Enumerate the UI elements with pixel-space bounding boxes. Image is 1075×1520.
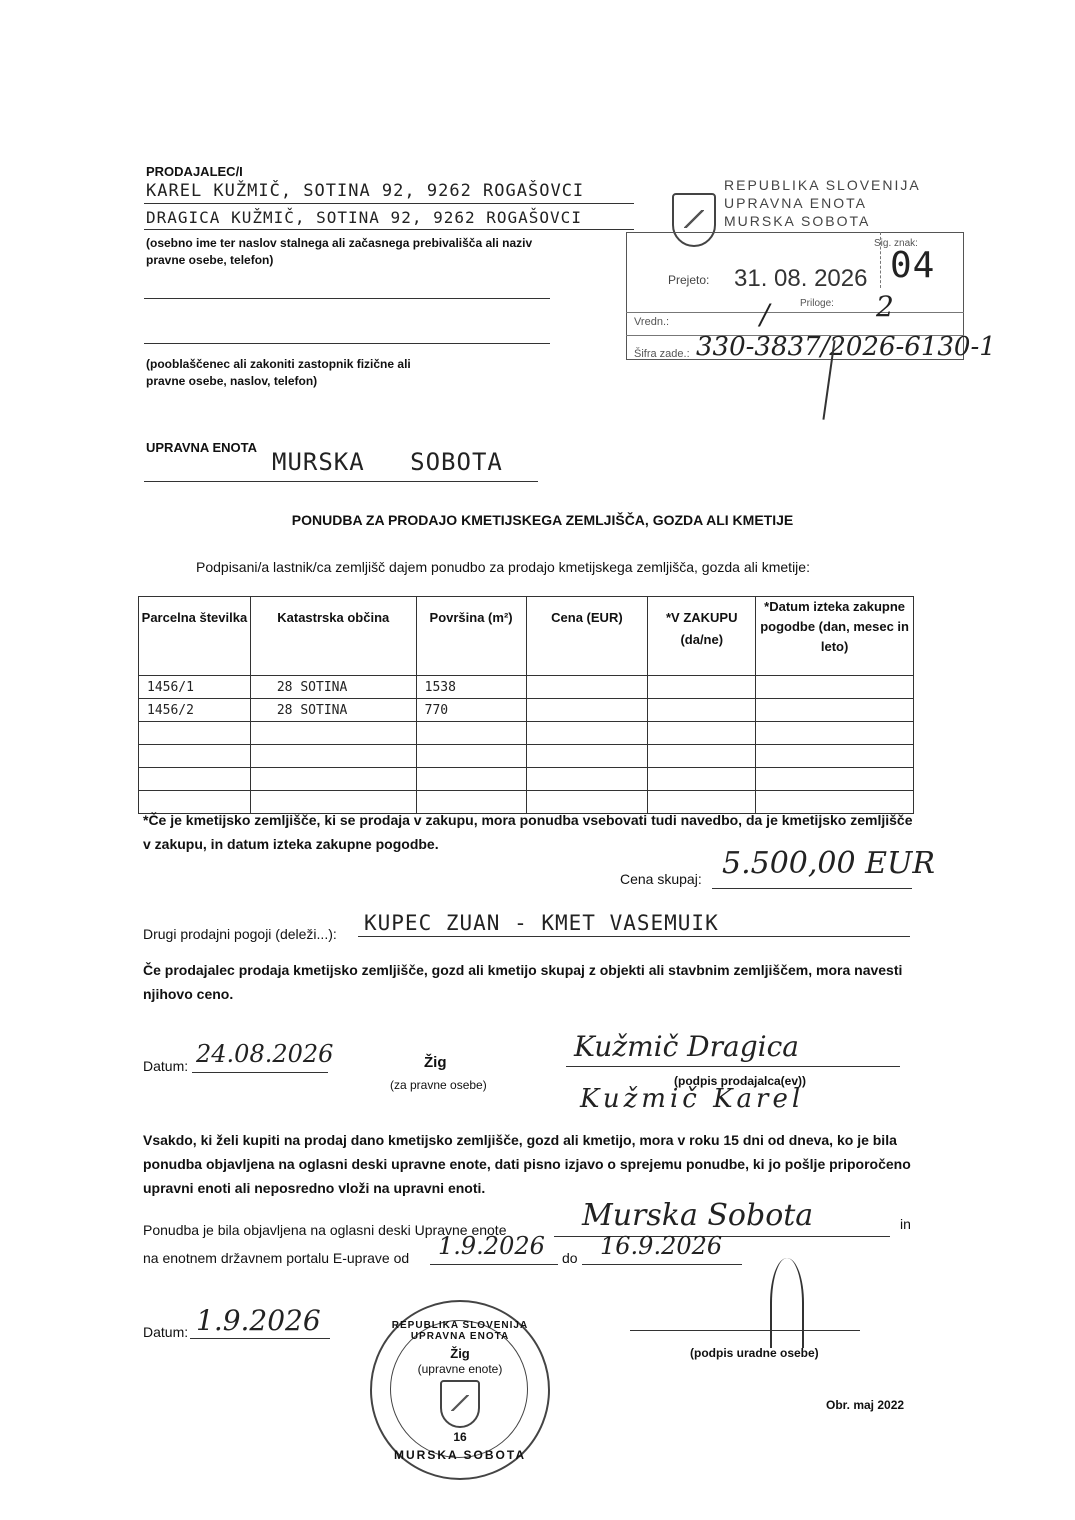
file-label: Šifra zade.: (634, 348, 690, 360)
table-row: 1456/2 28 SOTINA 770 (139, 699, 914, 722)
table-header-row (139, 597, 914, 676)
table-row (139, 768, 914, 791)
col-lease: *V ZAKUPU (da/ne) (648, 597, 756, 676)
document-title: PONUDBA ZA PRODAJO KMETIJSKEGA ZEMLJIŠČA, GOZDA ALI KMETIJE (291, 512, 794, 528)
buyer-note: Vsakdo, ki želi kupiti na prodaj dano kmetijsko zemljišče, gozd ali kmetijo, mora v roku 15 dni od dneva, ko je bila ponudba objavljena na oglasni deski upravne enote, dati pisno izjavo o sprejemu ponudbe, ki jo pošlje priporočeno upravni enoti ali neposredno vloži na upravni enoti. (143, 1132, 911, 1196)
seller-seal-note: (za pravne osebe) (390, 1078, 487, 1092)
other-terms-label: Drugi prodajni pogoji (deleži...): (143, 926, 337, 942)
publication-in: in (900, 1216, 911, 1232)
publication-text-2: na enotnem državnem portalu E-uprave od (143, 1250, 410, 1266)
seller-note: (osebno ime ter naslov stalnega ali začasnega prebivališča ali naziv pravne osebe, telefon) (146, 236, 533, 267)
file-value: 330-3837/2026-6130-1 (696, 332, 996, 362)
seller-signature-1: Kužmič Dragica (574, 1030, 799, 1063)
value-label: Vredn.: (634, 316, 670, 328)
other-terms-value: KUPEC ZUAN - KMET VASEMUIK (364, 911, 719, 935)
seller-line-2: DRAGICA KUŽMIČ, SOTINA 92, 9262 ROGAŠOVCI (146, 208, 582, 227)
table-row (139, 722, 914, 745)
coat-of-arms-icon (440, 1380, 480, 1428)
intro-text: Podpisani/a lastnik/ca zemljišč dajem ponudbo za prodajo kmetijskega zemljišča, gozda ali kmetije: (196, 559, 810, 575)
official-signature (770, 1258, 804, 1348)
admin-unit-label: UPRAVNA ENOTA (146, 440, 257, 455)
seller-signature-note: (podpis prodajalca(ev)) (674, 1074, 807, 1088)
seller-line-1: KAREL KUŽMIČ, SOTINA 92, 9262 ROGAŠOVCI (146, 181, 585, 201)
parcels-table (138, 596, 914, 814)
seller-seal-label: Žig (424, 1054, 447, 1071)
col-parcel: Parcelna številka (139, 597, 251, 676)
value-value: / (760, 298, 770, 331)
objects-note: Če prodajalec prodaja kmetijsko zemljišče, gozd ali kmetijo skupaj z objekti ali stavbnim zemljiščem, mora navesti njihovo ceno. (143, 962, 903, 1002)
attachments-label: Priloge: (800, 298, 834, 309)
sig-value: 04 (890, 245, 936, 286)
total-label: Cena skupaj: (620, 871, 702, 887)
official-date-label: Datum: (143, 1324, 189, 1340)
publication-to: 16.9.2026 (600, 1232, 723, 1260)
seller-label: PRODAJALEC/I (146, 164, 243, 179)
admin-unit-value: MURSKA SOBOTA (272, 448, 503, 476)
official-seal-label: Žig (450, 1346, 470, 1361)
seller-signature-2: Kužmič Karel (580, 1084, 805, 1114)
sig-label: Sig. znak: (874, 238, 918, 249)
col-price: Cena (EUR) (526, 597, 648, 676)
seller-date-label: Datum: (143, 1058, 189, 1074)
publication-unit: Murska Sobota (582, 1198, 814, 1233)
col-area: Površina (m²) (416, 597, 526, 676)
attachments-value: 2 (876, 290, 894, 323)
office-stamp-header: REPUBLIKA SLOVENIJA UPRAVNA ENOTA MURSKA SOBOTA (724, 177, 921, 229)
form-version: Obr. maj 2022 (826, 1398, 905, 1412)
total-value: 5.500,00 EUR (722, 846, 935, 881)
col-cadastral: Katastrska občina (250, 597, 416, 676)
col-lease-end: *Datum izteka zakupne pogodbe (dan, mesec in leto) (756, 597, 914, 676)
publication-text-1: Ponudba je bila objavljena na oglasni deski Upravne enote (143, 1222, 507, 1238)
table-row: 1456/1 28 SOTINA 1538 (139, 676, 914, 699)
received-date: 31. 08. 2026 (734, 265, 868, 292)
publication-to-label: do (562, 1250, 578, 1266)
official-date-value: 1.9.2026 (196, 1304, 321, 1337)
official-signature-note: (podpis uradne osebe) (690, 1346, 819, 1360)
received-label: Prejeto: (668, 273, 710, 287)
publication-from: 1.9.2026 (438, 1232, 545, 1260)
representative-note: (pooblaščenec ali zakoniti zastopnik fizične ali pravne osebe, naslov, telefon) (146, 357, 411, 388)
seller-date-value: 24.08.2026 (196, 1040, 334, 1068)
table-row (139, 745, 914, 768)
official-seal: REPUBLIKA SLOVENIJA UPRAVNA ENOTA Žig (upravne enote) 16 MURSKA SOBOTA (370, 1300, 550, 1480)
lease-footnote: *Če je kmetijsko zemljišče, ki se prodaja v zakupu, mora ponudba vsebovati tudi navedbo, da je kmetijsko zemljišče v zakupu, in datum izteka zakupne pogodbe. (143, 812, 913, 852)
